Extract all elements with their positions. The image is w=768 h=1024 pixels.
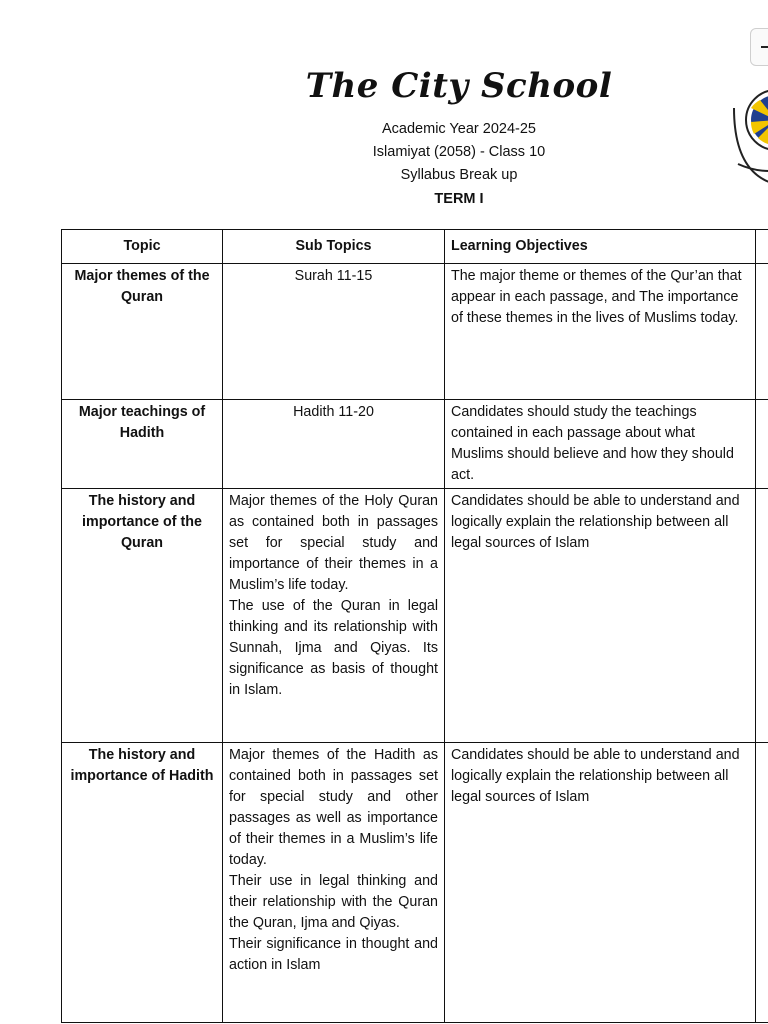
extra-cell [756,264,768,400]
subtopics-cell [223,489,445,743]
topic-cell: Major themes of the Quran [62,264,223,400]
topic-cell: The history and importance of Hadith [62,743,223,1023]
objectives-cell: Candidates should study the teachings contained in each passage about what Muslims should believe and how they should act. [445,400,756,489]
column-header-objectives: Learning Objectives [445,230,756,264]
objectives-cell: The major theme or themes of the Qur’an that appear in each passage, and The importance of these themes in the lives of Muslims today. [445,264,756,400]
column-header-extra [756,230,768,264]
subtopic-text: Their significance in thought and action in Islam [229,936,438,973]
subtopic-text: Hadith 11-20 [293,404,374,420]
extra-cell [756,489,768,743]
objectives-cell: Candidates should be able to understand and logically explain the relationship between all legal sources of Islam [445,489,756,743]
subject-class: Islamiyat (2058) - Class 10 [372,144,546,160]
subtopics-cell [223,400,445,489]
syllabus-table [61,229,768,1023]
table-header-row [62,230,768,264]
column-header-topic: Topic [62,230,223,264]
subtopic-text: Major themes of the Hadith as contained both in passages set for special study and other passages as well as importance of their themes in a Muslim’s life today. [229,747,438,868]
document-title: Syllabus Break up [400,167,518,183]
table-row [62,489,768,743]
page-tab-icon [750,28,768,66]
subtopic-text: Their use in legal thinking and their relationship with the Quran the Quran, Ijma and Qiyas. [229,873,438,931]
extra-cell [756,400,768,489]
school-crest-icon [724,78,768,188]
subtopic-text: The use of the Quran in legal thinking and its relationship with Sunnah, Ijma and Qiyas. Its significance as basis of thought in Islam. [229,598,438,698]
column-header-subtopics: Sub Topics [223,230,445,264]
table-row [62,743,768,1023]
subtopics-cell [223,743,445,1023]
academic-year: Academic Year 2024-25 [382,121,536,137]
subtopics-cell [223,264,445,400]
extra-cell [756,743,768,1023]
objectives-cell: Candidates should be able to understand and logically explain the relationship between all legal sources of Islam [445,743,756,1023]
table-row [62,400,768,489]
school-name: The City School [305,66,613,106]
topic-cell: The history and importance of the Quran [62,489,223,743]
table-row [62,264,768,400]
subtopic-text: Surah 11-15 [294,268,373,284]
term-label: TERM I [434,191,484,207]
subtopic-text: Major themes of the Holy Quran as contained both in passages set for special study and importance of their themes in a Muslim’s life today. [229,493,438,593]
topic-cell: Major teachings of Hadith [62,400,223,489]
